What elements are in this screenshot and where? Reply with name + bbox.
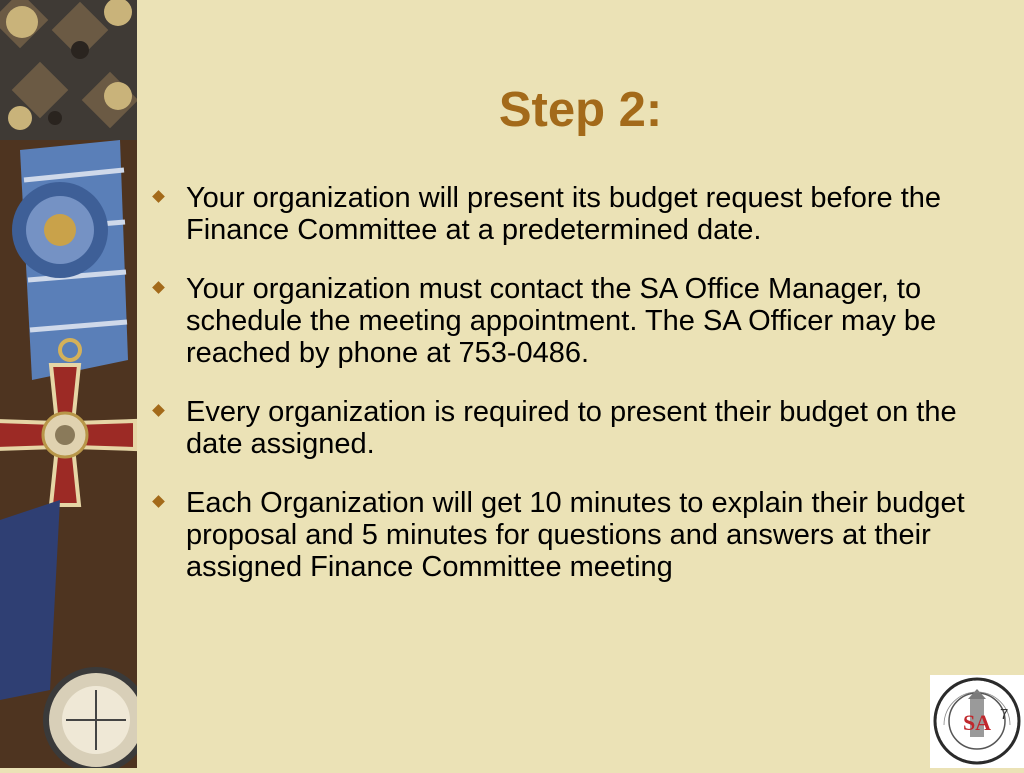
bullet-text: Each Organization will get 10 minutes to explain their budget proposal and 5 minutes for questions and answers at their assigned Finance Committee meeting (186, 487, 965, 583)
diamond-bullet-icon (152, 281, 165, 294)
seal-monogram: SA (962, 710, 992, 735)
bullet-item (150, 396, 1010, 460)
bullet-text: Your organization will present its budget request before the Finance Committee at a predetermined date. (186, 182, 942, 246)
page-number: 7 (1000, 706, 1009, 723)
bullet-item (150, 487, 1010, 583)
bullet-item (150, 182, 1010, 246)
diamond-bullet-icon (152, 495, 165, 508)
diamond-bullet-icon (152, 404, 165, 417)
bullet-text: Every organization is required to present their budget on the date assigned. (186, 396, 957, 460)
sa-seal-logo (930, 675, 1024, 768)
diamond-bullet-icon (152, 190, 165, 203)
bullet-text: Your organization must contact the SA Office Manager, to schedule the meeting appointment. The SA Officer may be reached by phone at 753-0486. (186, 273, 937, 369)
bullet-item (150, 273, 1010, 369)
bullet-list (150, 182, 1010, 610)
decorative-medal-photo (0, 0, 137, 768)
slide-title: Step 2: (498, 83, 663, 137)
